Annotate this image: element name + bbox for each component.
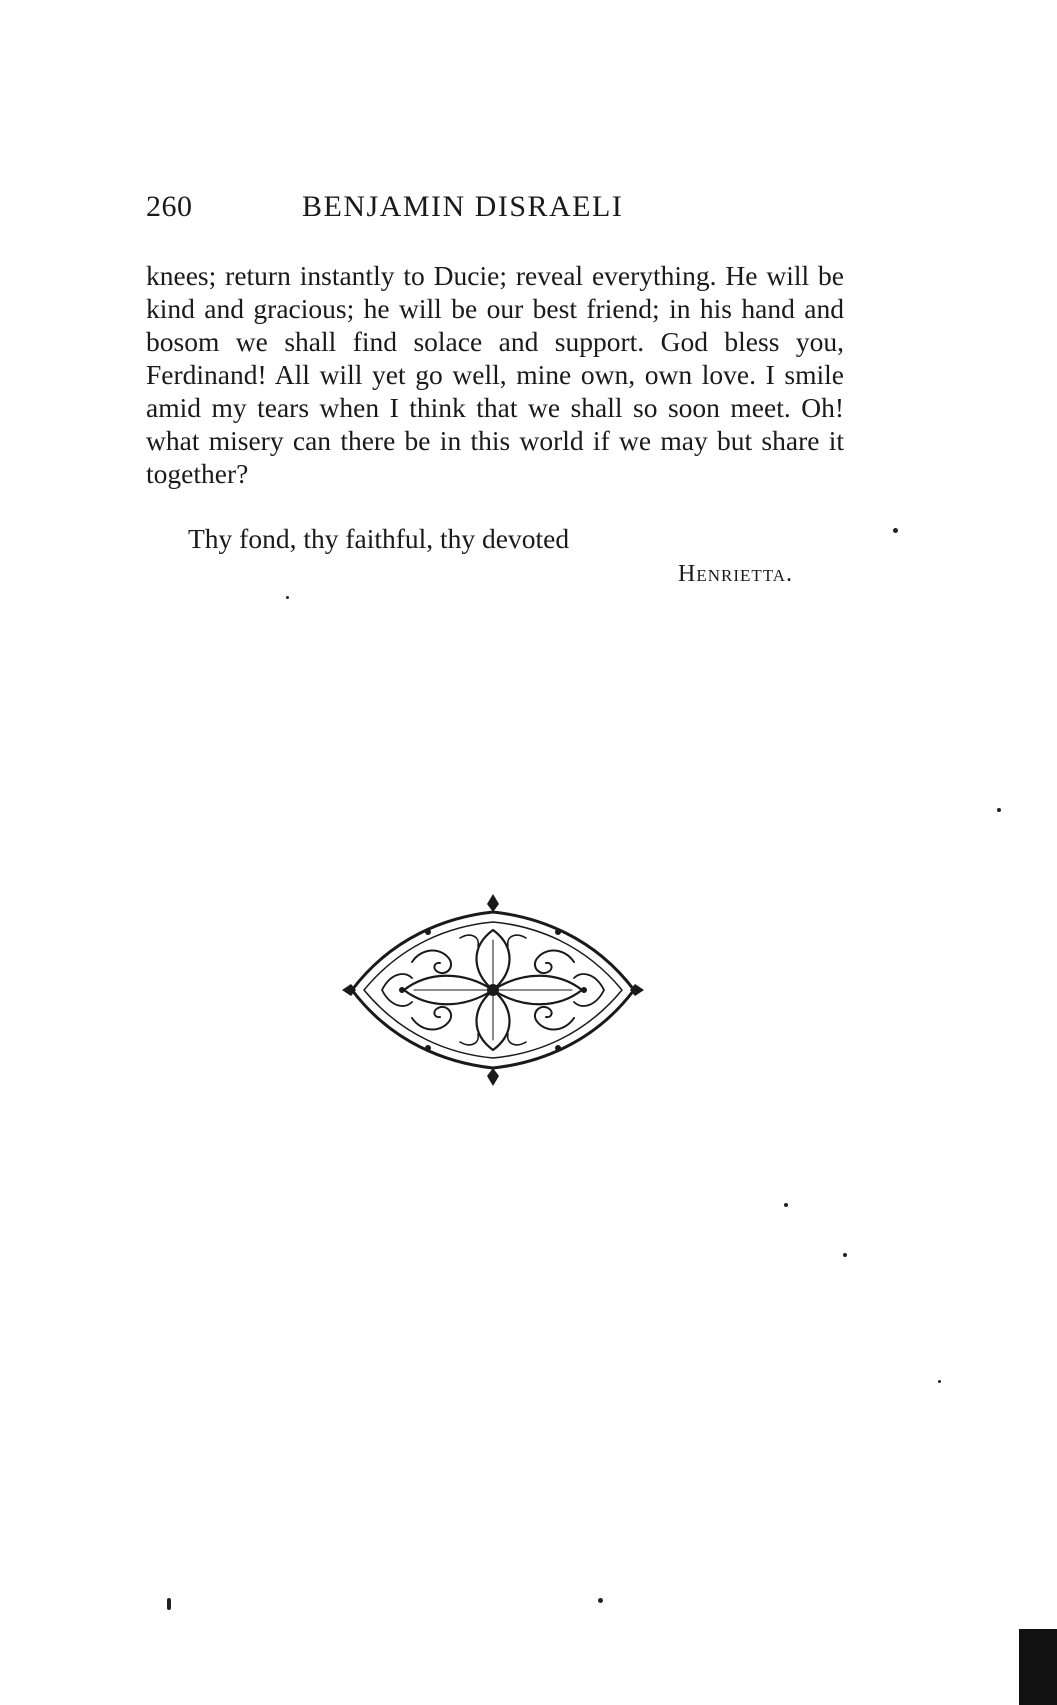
page-header [146,190,846,234]
page-number: 260 [146,190,193,223]
scan-speck [893,528,898,533]
scan-speck [997,808,1001,812]
scan-speck [286,596,289,599]
letter-signature: Henrietta. [678,561,794,587]
scan-speck [598,1598,603,1603]
letter-paragraph: knees; return instantly to Ducie; reveal everything. He will be kind and gracious; he will be our best friend; in his hand and bosom we shall find solace and support. God bless you, Ferdinand! All will yet go well, mine own, own love. I smile amid my tears when I think that we shall so soon meet. Oh! what misery can there be in this world if we may but share it together? [146,260,844,489]
letter-body [146,259,844,490]
scan-edge-mark [1019,1629,1057,1705]
scan-speck [843,1253,847,1257]
scan-speck [938,1380,941,1383]
scan-speck [784,1203,788,1207]
letter-closing: Thy fond, thy faithful, thy devoted [188,523,570,554]
running-head: BENJAMIN DISRAELI [302,190,624,223]
floral-ornament-icon [342,892,644,1088]
scan-speck [167,1598,171,1610]
